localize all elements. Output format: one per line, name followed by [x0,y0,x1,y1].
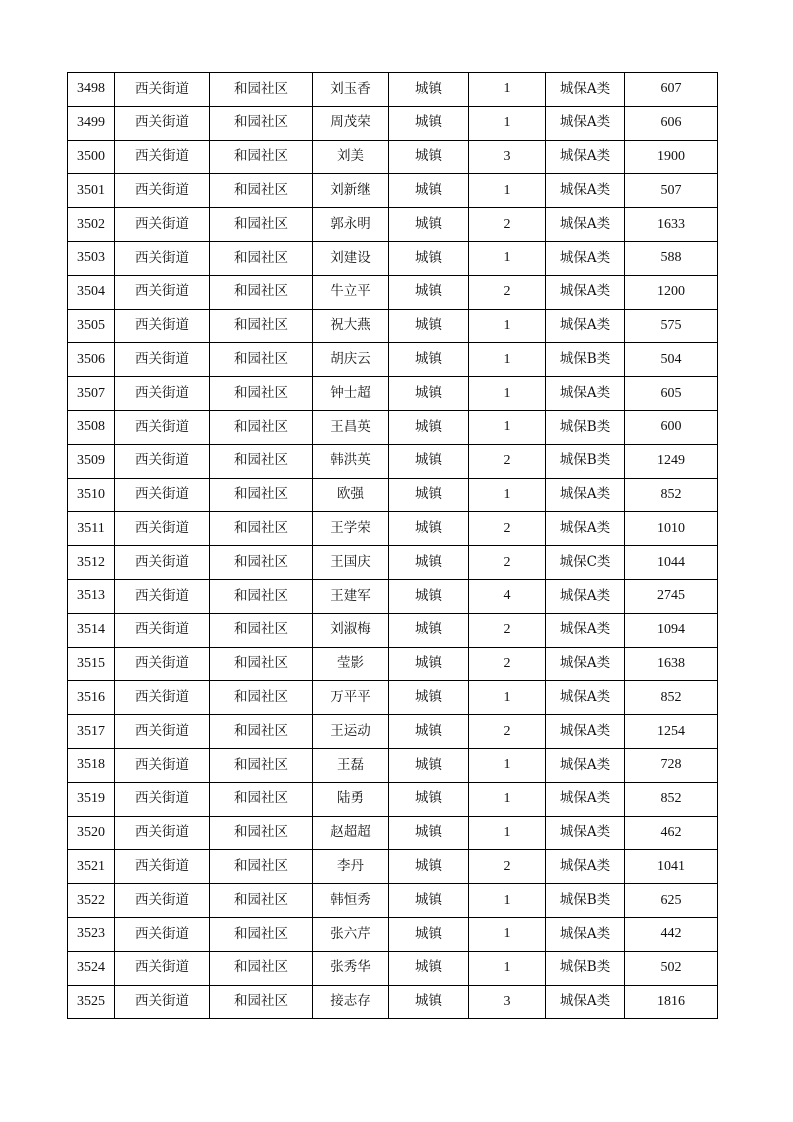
subdistrict-cell: 西关街道 [115,478,210,512]
row-number-cell: 3514 [68,613,115,647]
amount-cell: 728 [625,748,718,782]
row-number-cell: 3501 [68,174,115,208]
household-size-cell: 3 [469,140,546,174]
insurance-category-cell: 城保B类 [546,884,625,918]
insurance-category-cell: 城保A类 [546,208,625,242]
community-cell: 和园社区 [210,579,313,613]
row-number-cell: 3498 [68,73,115,107]
subdistrict-cell: 西关街道 [115,410,210,444]
table-row [68,309,718,343]
community-cell: 和园社区 [210,546,313,580]
subdistrict-cell: 西关街道 [115,884,210,918]
amount-cell: 607 [625,73,718,107]
name-cell: 韩恒秀 [313,884,389,918]
community-cell: 和园社区 [210,681,313,715]
residence-type-cell: 城镇 [389,444,469,478]
insurance-category-cell: 城保A类 [546,377,625,411]
household-size-cell: 1 [469,106,546,140]
name-cell: 刘美 [313,140,389,174]
name-cell: 万平平 [313,681,389,715]
insurance-category-cell: 城保B类 [546,951,625,985]
insurance-category-cell: 城保A类 [546,647,625,681]
subdistrict-cell: 西关街道 [115,951,210,985]
residence-type-cell: 城镇 [389,782,469,816]
amount-cell: 1010 [625,512,718,546]
community-cell: 和园社区 [210,208,313,242]
amount-cell: 1816 [625,985,718,1019]
insurance-category-cell: 城保A类 [546,579,625,613]
community-cell: 和园社区 [210,715,313,749]
insurance-category-cell: 城保A类 [546,613,625,647]
amount-cell: 588 [625,241,718,275]
household-size-cell: 2 [469,275,546,309]
community-cell: 和园社区 [210,478,313,512]
name-cell: 韩洪英 [313,444,389,478]
amount-cell: 504 [625,343,718,377]
household-size-cell: 1 [469,73,546,107]
subdistrict-cell: 西关街道 [115,917,210,951]
name-cell: 莹影 [313,647,389,681]
name-cell: 胡庆云 [313,343,389,377]
household-size-cell: 1 [469,410,546,444]
subdistrict-cell: 西关街道 [115,546,210,580]
table-row [68,343,718,377]
insurance-category-cell: 城保A类 [546,478,625,512]
row-number-cell: 3519 [68,782,115,816]
community-cell: 和园社区 [210,106,313,140]
row-number-cell: 3504 [68,275,115,309]
residence-type-cell: 城镇 [389,647,469,681]
amount-cell: 605 [625,377,718,411]
community-cell: 和园社区 [210,512,313,546]
subdistrict-cell: 西关街道 [115,613,210,647]
subdistrict-cell: 西关街道 [115,681,210,715]
household-size-cell: 2 [469,850,546,884]
household-size-cell: 2 [469,546,546,580]
community-cell: 和园社区 [210,73,313,107]
row-number-cell: 3500 [68,140,115,174]
residence-type-cell: 城镇 [389,613,469,647]
household-size-cell: 1 [469,681,546,715]
name-cell: 李丹 [313,850,389,884]
household-size-cell: 1 [469,377,546,411]
amount-cell: 1249 [625,444,718,478]
residence-type-cell: 城镇 [389,478,469,512]
household-size-cell: 1 [469,917,546,951]
subdistrict-cell: 西关街道 [115,377,210,411]
residence-type-cell: 城镇 [389,140,469,174]
household-size-cell: 4 [469,579,546,613]
table-row [68,241,718,275]
insurance-category-cell: 城保A类 [546,748,625,782]
row-number-cell: 3505 [68,309,115,343]
insurance-category-cell: 城保A类 [546,681,625,715]
household-size-cell: 2 [469,208,546,242]
residence-type-cell: 城镇 [389,343,469,377]
community-cell: 和园社区 [210,782,313,816]
residence-type-cell: 城镇 [389,850,469,884]
insurance-category-cell: 城保A类 [546,174,625,208]
amount-cell: 1200 [625,275,718,309]
insurance-category-cell: 城保A类 [546,985,625,1019]
household-size-cell: 1 [469,884,546,918]
household-size-cell: 1 [469,478,546,512]
community-cell: 和园社区 [210,140,313,174]
community-cell: 和园社区 [210,985,313,1019]
household-size-cell: 1 [469,343,546,377]
name-cell: 王建军 [313,579,389,613]
residence-type-cell: 城镇 [389,309,469,343]
community-cell: 和园社区 [210,275,313,309]
residence-type-cell: 城镇 [389,377,469,411]
amount-cell: 1633 [625,208,718,242]
amount-cell: 575 [625,309,718,343]
community-cell: 和园社区 [210,241,313,275]
table-row [68,647,718,681]
community-cell: 和园社区 [210,884,313,918]
community-cell: 和园社区 [210,444,313,478]
table-row [68,174,718,208]
household-size-cell: 1 [469,951,546,985]
subdistrict-cell: 西关街道 [115,816,210,850]
assistance-roster-table [67,72,718,1019]
row-number-cell: 3503 [68,241,115,275]
subdistrict-cell: 西关街道 [115,208,210,242]
community-cell: 和园社区 [210,174,313,208]
table-body [68,73,718,1019]
name-cell: 王昌英 [313,410,389,444]
community-cell: 和园社区 [210,917,313,951]
residence-type-cell: 城镇 [389,681,469,715]
insurance-category-cell: 城保A类 [546,850,625,884]
community-cell: 和园社区 [210,410,313,444]
table-row [68,613,718,647]
residence-type-cell: 城镇 [389,410,469,444]
insurance-category-cell: 城保A类 [546,275,625,309]
name-cell: 张六芹 [313,917,389,951]
row-number-cell: 3511 [68,512,115,546]
table-row [68,140,718,174]
household-size-cell: 2 [469,613,546,647]
row-number-cell: 3518 [68,748,115,782]
name-cell: 钟士超 [313,377,389,411]
residence-type-cell: 城镇 [389,275,469,309]
table-row [68,748,718,782]
name-cell: 祝大燕 [313,309,389,343]
subdistrict-cell: 西关街道 [115,715,210,749]
subdistrict-cell: 西关街道 [115,241,210,275]
name-cell: 王国庆 [313,546,389,580]
row-number-cell: 3523 [68,917,115,951]
community-cell: 和园社区 [210,613,313,647]
amount-cell: 606 [625,106,718,140]
household-size-cell: 2 [469,444,546,478]
table-row [68,782,718,816]
insurance-category-cell: 城保A类 [546,917,625,951]
amount-cell: 442 [625,917,718,951]
residence-type-cell: 城镇 [389,816,469,850]
table-row [68,444,718,478]
subdistrict-cell: 西关街道 [115,343,210,377]
name-cell: 王磊 [313,748,389,782]
name-cell: 赵超超 [313,816,389,850]
community-cell: 和园社区 [210,309,313,343]
subdistrict-cell: 西关街道 [115,106,210,140]
household-size-cell: 1 [469,816,546,850]
community-cell: 和园社区 [210,816,313,850]
name-cell: 王学荣 [313,512,389,546]
row-number-cell: 3517 [68,715,115,749]
table-row [68,546,718,580]
household-size-cell: 1 [469,241,546,275]
residence-type-cell: 城镇 [389,985,469,1019]
table-row [68,884,718,918]
name-cell: 刘新继 [313,174,389,208]
row-number-cell: 3520 [68,816,115,850]
subdistrict-cell: 西关街道 [115,140,210,174]
insurance-category-cell: 城保B类 [546,343,625,377]
table-row [68,951,718,985]
row-number-cell: 3509 [68,444,115,478]
row-number-cell: 3513 [68,579,115,613]
row-number-cell: 3502 [68,208,115,242]
residence-type-cell: 城镇 [389,106,469,140]
name-cell: 牛立平 [313,275,389,309]
amount-cell: 852 [625,478,718,512]
subdistrict-cell: 西关街道 [115,512,210,546]
subdistrict-cell: 西关街道 [115,275,210,309]
household-size-cell: 1 [469,782,546,816]
name-cell: 刘淑梅 [313,613,389,647]
amount-cell: 852 [625,681,718,715]
residence-type-cell: 城镇 [389,748,469,782]
row-number-cell: 3516 [68,681,115,715]
community-cell: 和园社区 [210,647,313,681]
name-cell: 张秀华 [313,951,389,985]
amount-cell: 600 [625,410,718,444]
residence-type-cell: 城镇 [389,208,469,242]
household-size-cell: 1 [469,174,546,208]
row-number-cell: 3499 [68,106,115,140]
insurance-category-cell: 城保A类 [546,106,625,140]
row-number-cell: 3524 [68,951,115,985]
amount-cell: 2745 [625,579,718,613]
insurance-category-cell: 城保B类 [546,444,625,478]
name-cell: 刘玉香 [313,73,389,107]
row-number-cell: 3508 [68,410,115,444]
residence-type-cell: 城镇 [389,884,469,918]
row-number-cell: 3512 [68,546,115,580]
household-size-cell: 1 [469,748,546,782]
household-size-cell: 3 [469,985,546,1019]
table-row [68,377,718,411]
subdistrict-cell: 西关街道 [115,782,210,816]
amount-cell: 1254 [625,715,718,749]
amount-cell: 1044 [625,546,718,580]
community-cell: 和园社区 [210,951,313,985]
amount-cell: 502 [625,951,718,985]
subdistrict-cell: 西关街道 [115,73,210,107]
community-cell: 和园社区 [210,343,313,377]
row-number-cell: 3521 [68,850,115,884]
table-row [68,208,718,242]
table-row [68,681,718,715]
residence-type-cell: 城镇 [389,73,469,107]
table-row [68,985,718,1019]
table-row [68,410,718,444]
amount-cell: 1094 [625,613,718,647]
subdistrict-cell: 西关街道 [115,985,210,1019]
insurance-category-cell: 城保A类 [546,73,625,107]
amount-cell: 625 [625,884,718,918]
insurance-category-cell: 城保A类 [546,816,625,850]
insurance-category-cell: 城保A类 [546,512,625,546]
insurance-category-cell: 城保A类 [546,140,625,174]
name-cell: 刘建设 [313,241,389,275]
household-size-cell: 1 [469,309,546,343]
table-row [68,478,718,512]
residence-type-cell: 城镇 [389,951,469,985]
name-cell: 接志存 [313,985,389,1019]
insurance-category-cell: 城保A类 [546,309,625,343]
row-number-cell: 3522 [68,884,115,918]
table-row [68,917,718,951]
amount-cell: 852 [625,782,718,816]
row-number-cell: 3525 [68,985,115,1019]
name-cell: 欧强 [313,478,389,512]
subdistrict-cell: 西关街道 [115,444,210,478]
table-row [68,106,718,140]
household-size-cell: 2 [469,647,546,681]
amount-cell: 507 [625,174,718,208]
subdistrict-cell: 西关街道 [115,579,210,613]
name-cell: 王运动 [313,715,389,749]
amount-cell: 1041 [625,850,718,884]
table-row [68,512,718,546]
community-cell: 和园社区 [210,748,313,782]
name-cell: 周茂荣 [313,106,389,140]
row-number-cell: 3515 [68,647,115,681]
insurance-category-cell: 城保A类 [546,241,625,275]
residence-type-cell: 城镇 [389,241,469,275]
name-cell: 陆勇 [313,782,389,816]
amount-cell: 1638 [625,647,718,681]
residence-type-cell: 城镇 [389,546,469,580]
subdistrict-cell: 西关街道 [115,647,210,681]
community-cell: 和园社区 [210,850,313,884]
table-row [68,715,718,749]
community-cell: 和园社区 [210,377,313,411]
residence-type-cell: 城镇 [389,512,469,546]
table-row [68,816,718,850]
row-number-cell: 3507 [68,377,115,411]
name-cell: 郭永明 [313,208,389,242]
table-row [68,73,718,107]
row-number-cell: 3506 [68,343,115,377]
row-number-cell: 3510 [68,478,115,512]
insurance-category-cell: 城保A类 [546,782,625,816]
subdistrict-cell: 西关街道 [115,174,210,208]
amount-cell: 1900 [625,140,718,174]
household-size-cell: 2 [469,512,546,546]
residence-type-cell: 城镇 [389,715,469,749]
table-row [68,850,718,884]
subdistrict-cell: 西关街道 [115,850,210,884]
subdistrict-cell: 西关街道 [115,748,210,782]
insurance-category-cell: 城保B类 [546,410,625,444]
residence-type-cell: 城镇 [389,917,469,951]
residence-type-cell: 城镇 [389,174,469,208]
insurance-category-cell: 城保C类 [546,546,625,580]
residence-type-cell: 城镇 [389,579,469,613]
subdistrict-cell: 西关街道 [115,309,210,343]
table-row [68,579,718,613]
table-row [68,275,718,309]
amount-cell: 462 [625,816,718,850]
household-size-cell: 2 [469,715,546,749]
insurance-category-cell: 城保A类 [546,715,625,749]
